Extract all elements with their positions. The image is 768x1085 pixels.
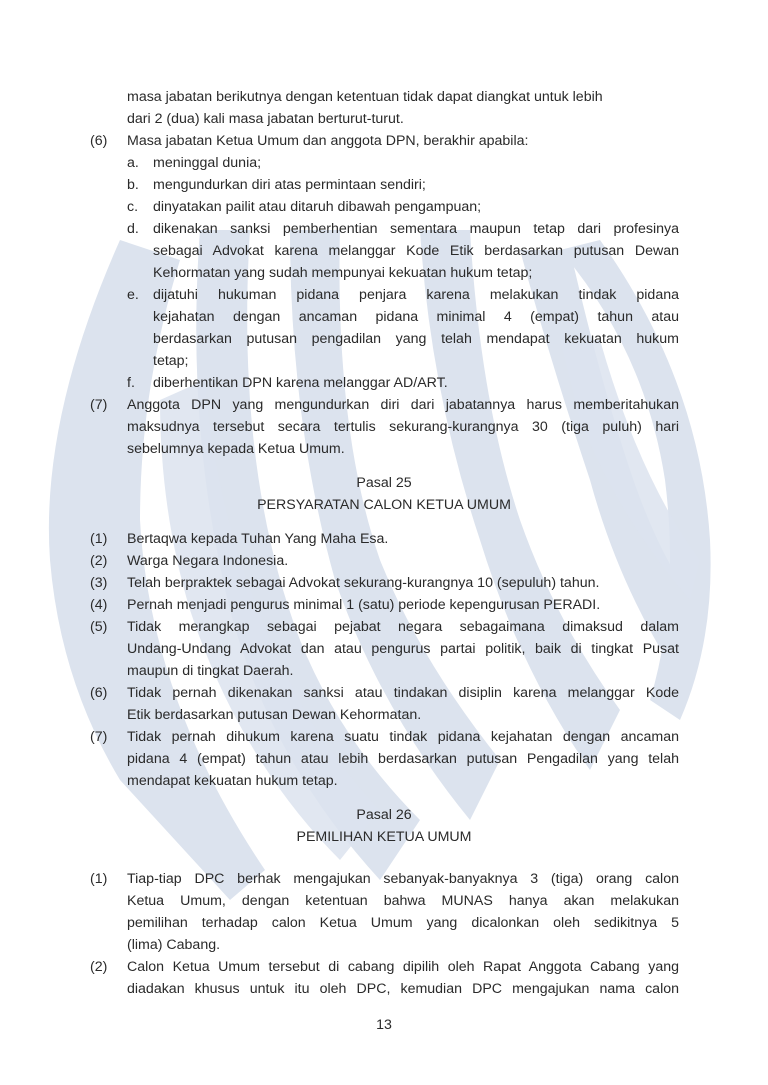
- item-7-number: (7): [90, 397, 108, 413]
- page-number: 13: [376, 1017, 392, 1033]
- intro-line-1: masa jabatan berikutnya dengan ketentuan tidak dapat diangkat untuk lebih: [127, 89, 603, 105]
- subitem-b-text: mengundurkan diri atas permintaan sendiri;: [153, 177, 426, 193]
- p25-item-5-line-2: Undang-Undang Advokat dan atau pengurus partai politik, baik di tingkat Pusat: [127, 641, 679, 657]
- p25-item-6-number: (6): [90, 685, 108, 701]
- p25-item-6-line-1: Tidak pernah dikenakan sanksi atau tindakan disiplin karena melanggar Kode: [127, 685, 679, 701]
- subitem-c-text: dinyatakan pailit atau ditaruh dibawah pengampuan;: [153, 199, 482, 215]
- p26-item-2-line-1: Calon Ketua Umum tersebut di cabang dipilih oleh Rapat Anggota Cabang yang: [127, 959, 679, 975]
- p25-item-4-text: Pernah menjadi pengurus minimal 1 (satu) periode kepengurusan PERADI.: [127, 597, 601, 613]
- pasal-25-title: PERSYARATAN CALON KETUA UMUM: [257, 497, 511, 513]
- item-6-text: Masa jabatan Ketua Umum dan anggota DPN, berakhir apabila:: [127, 133, 529, 149]
- p25-item-5-line-1: Tidak merangkap sebagai pejabat negara sebagaimana dimaksud dalam: [127, 619, 679, 635]
- pasal-26-title: PEMILIHAN KETUA UMUM: [296, 829, 472, 845]
- item-7-line-3: sebelumnya kepada Ketua Umum.: [127, 441, 345, 457]
- subitem-a-text: meninggal dunia;: [153, 155, 262, 171]
- item-7-line-2: maksudnya tersebut secara tertulis sekurang-kurangnya 30 (tiga puluh) hari: [127, 419, 679, 435]
- p25-item-4-number: (4): [90, 597, 108, 613]
- p26-item-2-line-2: diadakan khusus untuk itu oleh DPC, kemudian DPC mengajukan nama calon: [127, 981, 679, 997]
- subitem-e-line-1: dijatuhi hukuman pidana penjara karena melakukan tindak pidana: [153, 287, 679, 303]
- p26-item-1-line-3: pemilihan terhadap calon Ketua Umum yang dicalonkan oleh sedikitnya 5: [127, 915, 679, 931]
- subitem-d-line-2: sebagai Advokat karena melanggar Kode Etik berdasarkan putusan Dewan: [153, 243, 679, 259]
- subitem-e-line-3: berdasarkan putusan pengadilan yang telah mendapat kekuatan hukum: [153, 331, 679, 347]
- p26-item-1-number: (1): [90, 871, 108, 887]
- p25-item-1-text: Bertaqwa kepada Tuhan Yang Maha Esa.: [127, 531, 389, 547]
- subitem-d-line-3: Kehormatan yang sudah mempunyai kekuatan hukum tetap;: [153, 265, 533, 281]
- subitem-e-line-4: tetap;: [153, 353, 189, 369]
- subitem-d-line-1: dikenakan sanksi pemberhentian sementara maupun tetap dari profesinya: [153, 221, 679, 237]
- p26-item-1-line-2: Ketua Umum, dengan ketentuan bahwa MUNAS hanya akan melakukan: [127, 893, 679, 909]
- p25-item-5-number: (5): [90, 619, 108, 635]
- p25-item-3-text: Telah berpraktek sebagai Advokat sekurang-kurangnya 10 (sepuluh) tahun.: [127, 575, 600, 591]
- p25-item-7-line-1: Tidak pernah dihukum karena suatu tindak pidana kejahatan dengan ancaman: [127, 729, 679, 745]
- item-7-line-1: Anggota DPN yang mengundurkan diri dari jabatannya harus memberitahukan: [127, 397, 679, 413]
- p25-item-5-line-3: maupun di tingkat Daerah.: [127, 663, 294, 679]
- subitem-a-letter: a.: [127, 155, 139, 171]
- p25-item-3-number: (3): [90, 575, 108, 591]
- p25-item-7-line-2: pidana 4 (empat) tahun atau lebih berdasarkan putusan Pengadilan yang telah: [127, 751, 679, 767]
- p26-item-1-line-4: (lima) Cabang.: [127, 937, 221, 953]
- p25-item-1-number: (1): [90, 531, 108, 547]
- p26-item-1-line-1: Tiap-tiap DPC berhak mengajukan sebanyak-banyaknya 3 (tiga) orang calon: [127, 871, 679, 887]
- intro-line-2: dari 2 (dua) kali masa jabatan berturut-turut.: [127, 111, 404, 127]
- subitem-c-letter: c.: [127, 199, 139, 215]
- p25-item-2-number: (2): [90, 553, 108, 569]
- p26-item-2-number: (2): [90, 959, 108, 975]
- pasal-25-heading: Pasal 25: [356, 475, 412, 491]
- subitem-f-text: diberhentikan DPN karena melanggar AD/ART.: [153, 375, 448, 391]
- p25-item-2-text: Warga Negara Indonesia.: [127, 553, 289, 569]
- item-6-number: (6): [90, 133, 108, 149]
- pasal-26-heading: Pasal 26: [356, 807, 412, 823]
- p25-item-6-line-2: Etik berdasarkan putusan Dewan Kehormatan.: [127, 707, 422, 723]
- subitem-e-line-2: kejahatan dengan ancaman pidana minimal 4 (empat) tahun atau: [153, 309, 679, 325]
- subitem-e-letter: e.: [127, 287, 139, 303]
- subitem-b-letter: b.: [127, 177, 139, 193]
- p25-item-7-number: (7): [90, 729, 108, 745]
- p25-item-7-line-3: mendapat kekuatan hukum tetap.: [127, 773, 338, 789]
- subitem-d-letter: d.: [127, 221, 139, 237]
- subitem-f-letter: f.: [127, 375, 135, 391]
